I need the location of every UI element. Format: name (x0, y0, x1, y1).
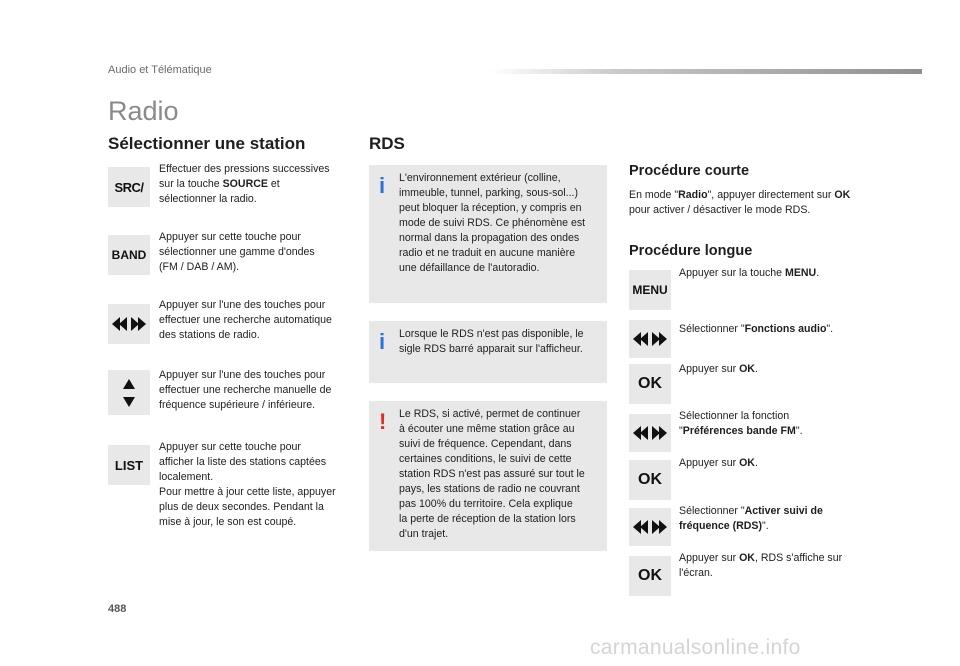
item-manual-search-text (159, 368, 359, 413)
band-key-icon (108, 235, 150, 275)
step-1-text: Appuyer sur la touche MENU. (679, 267, 820, 279)
text-line: Appuyer sur l'une des touches pour (159, 369, 326, 381)
list-key-icon (108, 445, 150, 485)
up-arrow-icon (123, 379, 135, 389)
watermark: carmanualsonline.info (590, 636, 801, 659)
step-3-text: Appuyer sur OK. (679, 363, 758, 375)
short-procedure-text (629, 188, 889, 218)
src-key-label: SRC/ (114, 179, 144, 195)
band-key-label: BAND (111, 248, 147, 262)
warning-note-rds-follow (369, 401, 607, 551)
text-line: Appuyer sur l'une des touches pour (159, 299, 326, 311)
text-line: sélectionner la radio. (159, 193, 257, 205)
info-icon: i (379, 329, 386, 354)
info-note-rds-unavailable (369, 321, 607, 383)
text-line: des stations de radio. (159, 329, 260, 341)
down-arrow-icon (123, 397, 135, 407)
rewind-forward-icon (633, 332, 667, 346)
text-line: Appuyer sur cette touche pour (159, 441, 301, 453)
text-line: afficher la liste des stations captées (159, 456, 327, 468)
text-line: localement. (159, 471, 214, 483)
text-line: sélectionner une gamme d'ondes (159, 246, 315, 258)
seek-arrows-key-icon (629, 320, 671, 358)
warning-icon: ! (379, 409, 387, 434)
seek-arrows-key-icon (108, 304, 150, 344)
note-text: Lorsque le RDS n'est pas disponible, le sigle RDS barré apparait sur l'afficheur. (399, 328, 584, 355)
text-line: mise à jour, le son est coupé. (159, 516, 297, 528)
header-gradient-bar (490, 69, 922, 74)
step-5-text: Appuyer sur OK. (679, 457, 758, 469)
heading-select-station: Sélectionner une station (108, 134, 306, 153)
heading-short-procedure: Procédure courte (629, 163, 750, 179)
rewind-forward-icon (633, 426, 667, 440)
ok-key-icon: OK (629, 556, 671, 596)
ok-key-icon: OK (629, 460, 671, 500)
text-line: Effectuer des pressions successives (159, 163, 330, 175)
rewind-forward-icon (633, 520, 667, 534)
page-number: 488 (108, 603, 127, 615)
info-note-environment (369, 165, 607, 303)
heading-rds: RDS (369, 134, 405, 153)
text-line: (FM / DAB / AM). (159, 261, 240, 273)
page-title: Radio (108, 96, 179, 126)
text-line: sur la touche SOURCE et (159, 178, 280, 190)
src-key-icon (108, 167, 150, 207)
item-source-text (159, 162, 359, 207)
seek-arrows-key-icon (629, 414, 671, 452)
text-line: pour activer / désactiver le mode RDS. (629, 204, 811, 216)
text-line: Appuyer sur cette touche pour (159, 231, 301, 243)
list-key-label: LIST (114, 457, 144, 473)
text-line: Pour mettre à jour cette liste, appuyer (159, 486, 336, 498)
item-band-text (159, 230, 359, 275)
step-2-text: Sélectionner "Fonctions audio". (679, 323, 834, 335)
section-header: Audio et Télématique (108, 64, 212, 76)
item-auto-search-text (159, 298, 359, 343)
info-icon: i (379, 173, 386, 198)
heading-long-procedure: Procédure longue (629, 243, 753, 259)
rewind-forward-icon (112, 317, 146, 331)
step-6-text: Sélectionner "Activer suivi de fréquence (RDS)". (679, 505, 823, 532)
text-line: En mode "Radio", appuyer directement sur OK (629, 189, 851, 201)
note-text: L'environnement extérieur (colline, immeuble, tunnel, parking, sous-sol...) peut bloquer la réception, y compris en mode de suivi RDS. Ce phénomène est normal dans la propagation des ondes radio et ne traduit en aucune manière une défaillance de l'autoradio. (399, 172, 586, 274)
text-line: fréquence supérieure / inférieure. (159, 399, 316, 411)
text-line: effectuer une recherche automatique (159, 314, 332, 326)
step-7-text: Appuyer sur OK, RDS s'affiche sur l'écran. (679, 552, 843, 579)
menu-key-icon: MENU (629, 270, 671, 310)
text-line: effectuer une recherche manuelle de (159, 384, 332, 396)
seek-arrows-key-icon (629, 508, 671, 546)
item-list-text (159, 440, 359, 530)
step-4-text: Sélectionner la fonction "Préférences bande FM". (679, 410, 803, 437)
ok-key-icon: OK (629, 364, 671, 404)
text-line: plus de deux secondes. Pendant la (159, 501, 324, 513)
note-text: Le RDS, si activé, permet de continuer à écouter une même station grâce au suivi de fréquence. Cependant, dans certaines conditions, le suivi de cette station RDS n'est pas assuré sur tout le pays, les stations de radio ne couvrant pas 100% du territoire. Cela explique la perte de réception de la station lors d'un trajet. (399, 408, 585, 540)
up-down-key-icon (108, 370, 150, 415)
